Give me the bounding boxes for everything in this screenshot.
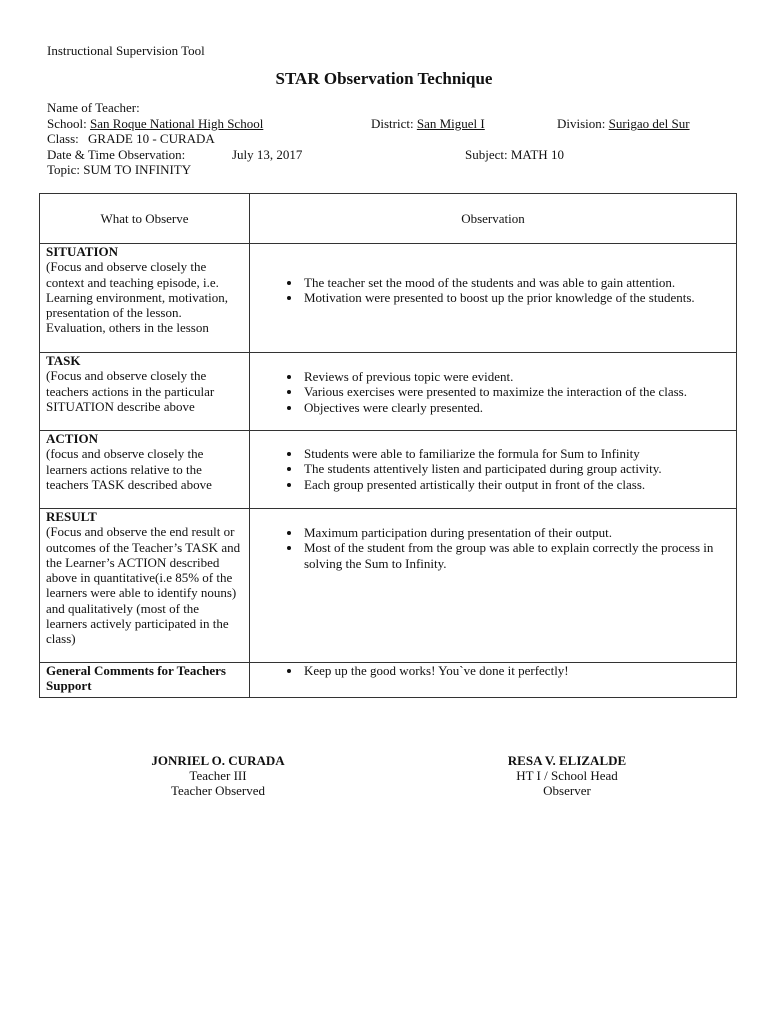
task-item: • Objectives were clearly presented. (302, 400, 730, 415)
topic-line (47, 162, 191, 177)
situation-desc: (Focus and observe closely the context and teaching episode, i.e. Learning environment, motivation, presentation of the lesson. Evaluation, others in the lesson (46, 259, 228, 336)
class-value: GRADE 10 - CURADA (88, 131, 215, 146)
table-header-row (40, 194, 737, 244)
situation-label: SITUATION (46, 244, 119, 259)
comments-label: General Comments for Teachers Support (46, 663, 226, 694)
comments-observation (250, 663, 737, 698)
page-title: STAR Observation Technique (275, 69, 493, 88)
observer-role: Observer (543, 783, 591, 798)
observer-name: RESA V. ELIZALDE (507, 753, 627, 768)
row-situation (40, 244, 737, 353)
date-value: July 13, 2017 (232, 147, 303, 162)
situation-observation (250, 244, 737, 353)
action-item: • The students attentively listen and participated during group activity. (302, 461, 730, 476)
teacher-role: Teacher Observed (170, 783, 265, 798)
task-label: TASK (46, 353, 81, 368)
result-item: • Maximum participation during presentation of their output. (302, 525, 730, 540)
col-header-what: What to Observe (40, 194, 250, 244)
situation-item: • The teacher set the mood of the students and was able to gain attention. (302, 275, 730, 290)
result-observation (250, 509, 737, 663)
task-observation (250, 353, 737, 431)
comments-cell (40, 663, 250, 698)
result-desc: (Focus and observe the end result or outcomes of the Teacher’s TASK and the Learner’s ACTION described above in quantitative(i.e 85% of the learners were able to identify nouns) and qualitatively (most of the learners actively participated in the class) (46, 524, 241, 647)
action-item: • Students were able to familiarize the formula for Sum to Infinity (302, 446, 730, 461)
action-item: • Each group presented artistically their output in front of the class. (302, 477, 730, 492)
school-value: San Roque National High School (89, 116, 264, 131)
situation-cell (40, 244, 250, 353)
district-line (371, 116, 485, 131)
class-line (47, 131, 215, 146)
subject-line (465, 147, 564, 162)
school-line (47, 116, 263, 131)
observer-position: HT I / School Head (516, 768, 618, 783)
topic-value: SUM TO INFINITY (83, 162, 192, 177)
district-label: District: (371, 116, 414, 131)
task-item: • Reviews of previous topic were evident. (302, 369, 730, 384)
tool-name: Instructional Supervision Tool (47, 43, 205, 58)
division-value: Surigao del Sur (608, 116, 690, 131)
row-result (40, 509, 737, 663)
action-cell (40, 431, 250, 509)
row-action (40, 431, 737, 509)
division-label: Division: (557, 116, 606, 131)
district-value: San Miguel I (416, 116, 485, 131)
teacher-position: Teacher III (189, 768, 247, 783)
observation-table (39, 193, 737, 698)
teacher-name: JONRIEL O. CURADA (151, 753, 285, 768)
row-task (40, 353, 737, 431)
school-label: School: (47, 116, 87, 131)
task-desc: (Focus and observe closely the teachers actions in the particular SITUATION describe above (46, 368, 215, 414)
action-desc: (focus and observe closely the learners actions relative to the teachers TASK described above (46, 446, 212, 492)
topic-label: Topic: (47, 162, 81, 177)
teacher-signature-block (93, 753, 343, 798)
observer-signature-block (442, 753, 692, 798)
teacher-name-label: Name of Teacher: (47, 100, 140, 115)
result-cell (40, 509, 250, 663)
comments-item: • Keep up the good works! You`ve done it perfectly! (302, 663, 730, 678)
col-header-observation: Observation (250, 194, 737, 244)
subject-value: MATH 10 (510, 147, 564, 162)
action-label: ACTION (46, 431, 99, 446)
situation-item: • Motivation were presented to boost up the prior knowledge of the students. (302, 290, 730, 305)
subject-label: Subject: (465, 147, 508, 162)
class-label: Class: (47, 131, 79, 146)
task-cell (40, 353, 250, 431)
date-label: Date & Time Observation: (47, 147, 186, 162)
result-item: • Most of the student from the group was able to explain correctly the process in solving the Sum to Infinity. (302, 540, 730, 571)
task-item: • Various exercises were presented to maximize the interaction of the class. (302, 384, 730, 399)
result-label: RESULT (46, 509, 97, 524)
row-comments (40, 663, 737, 698)
division-line (557, 116, 690, 131)
action-observation (250, 431, 737, 509)
